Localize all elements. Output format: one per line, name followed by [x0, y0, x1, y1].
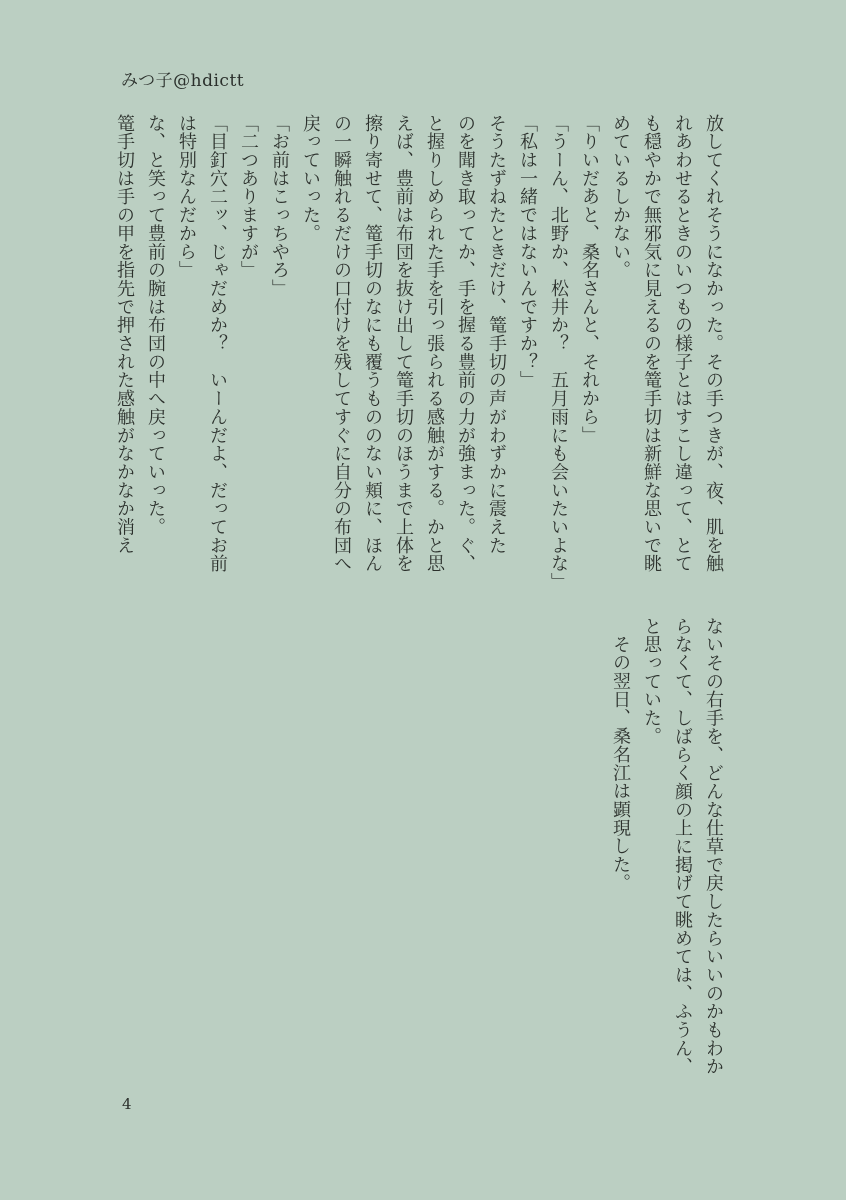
text-line: れあわせるときのいつもの様子とはすこし違って、とて	[672, 114, 693, 573]
text-line: 「目釘穴二ッ、じゃだめか？ いーんだよ、だってお前	[207, 114, 228, 573]
page-number: 4	[122, 1095, 132, 1113]
text-line: 篭手切は手の甲を指先で押された感触がなかなか消え	[114, 114, 135, 555]
text-line: 戻っていった。	[300, 114, 321, 243]
text-line: ないその右手を、どんな仕草で戻したらいいのかもわか	[703, 617, 724, 1076]
text-block-bottom	[605, 617, 729, 1077]
text-line: の一瞬触れるだけの口付けを残してすぐに自分の布団へ	[331, 114, 352, 573]
text-line: と思っていた。	[641, 617, 662, 746]
text-line: と握りしめられた手を引っ張られる感触がする。かと思	[424, 114, 445, 573]
author-header: みつ子@hdictt	[121, 71, 245, 91]
text-line: 「うーん、北野か、松井か？ 五月雨にも会いたいよな」	[548, 114, 569, 592]
text-line: な、と笑って豊前の腕は布団の中へ戻っていった。	[145, 114, 166, 537]
text-line: 擦り寄せて、篭手切のなにも覆うもののない頬に、ほん	[362, 114, 383, 573]
text-line: そうたずねたときだけ、篭手切の声がわずかに震えた	[486, 114, 507, 555]
text-line: も穏やかで無邪気に見えるのを篭手切は新鮮な思いで眺	[641, 114, 662, 573]
text-line: えば、豊前は布団を抜け出して篭手切のほうまで上体を	[393, 114, 414, 573]
text-line: は特別なんだから」	[176, 114, 197, 280]
text-line: その翌日、桑名江は顕現した。	[610, 635, 631, 892]
text-line: のを聞き取ってか、手を握る豊前の力が強まった。ぐ、	[455, 114, 476, 573]
text-line: 「私は一緒ではないんですか？」	[517, 114, 538, 390]
text-line: 「二つありますが」	[238, 114, 259, 280]
text-line: 「りいだあと、桑名さんと、それから」	[579, 114, 600, 445]
text-line: 「お前はこっちやろ」	[269, 114, 290, 298]
text-line: らなくて、しばらく顔の上に掲げて眺めては、ふうん、	[672, 617, 693, 1076]
text-line: めているしかない。	[610, 114, 631, 280]
text-line: 放してくれそうになかった。その手つきが、夜、肌を触	[703, 114, 724, 573]
text-block-top	[109, 114, 729, 596]
